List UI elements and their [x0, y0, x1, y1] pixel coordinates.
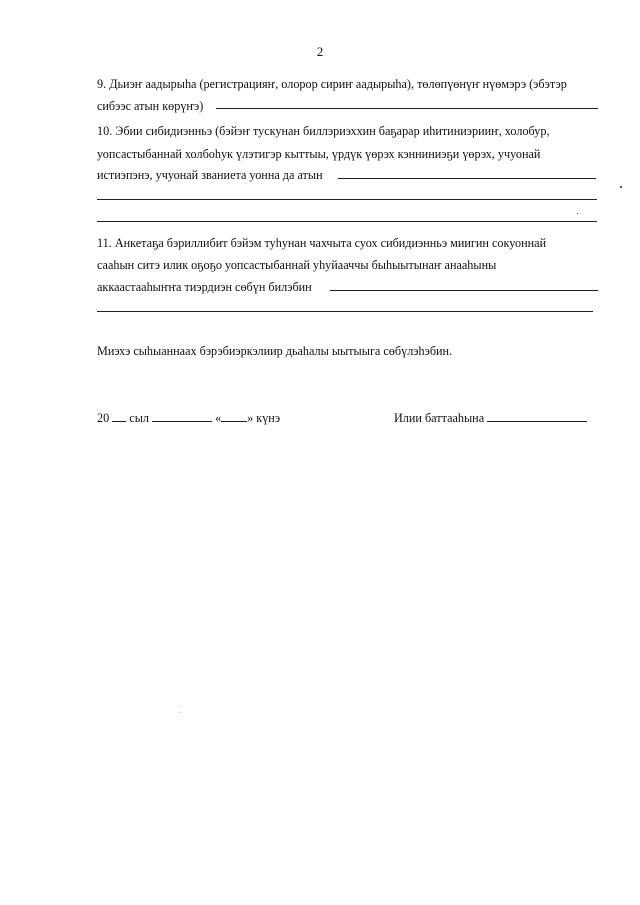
date-row [97, 407, 357, 429]
item-9-answer-line[interactable] [216, 108, 598, 109]
item-10-label: истиэпэнэ, учуонай званиета уонна да атын [97, 168, 323, 182]
scan-dot [620, 186, 622, 188]
item-11-answer-line-1[interactable] [330, 290, 598, 291]
item-10-answer-line-2[interactable] [97, 199, 597, 200]
item-10-answer-line-1[interactable] [338, 178, 596, 179]
item-10-answer-line-3[interactable] [97, 221, 597, 222]
scan-dot [180, 706, 181, 707]
item-9-line-1: 9. Дьиэҥ аадырыһа (регистрацияҥ, олорор сириҥ аадырыһа), төлөпүөнүҥ нүөмэрэ (эбэтэр [97, 77, 567, 91]
scan-dot [180, 712, 181, 713]
day-blank[interactable] [221, 411, 247, 422]
quote-close: » [247, 411, 254, 425]
signature-row [394, 407, 600, 429]
year-blank[interactable] [112, 411, 126, 422]
year-prefix: 20 [97, 411, 110, 425]
item-9-label: сибээс атын көрүҥэ) [97, 99, 204, 113]
quote-open: « [215, 411, 222, 425]
item-10-line-1: 10. Эбии сибидиэнньэ (бэйэҥ тускунан биллэриэххин баҕарар иһитиниэрииҥ, холобур, [97, 124, 550, 138]
page-number: 2 [316, 44, 324, 59]
day-word: күнэ [256, 411, 281, 425]
signature-blank[interactable] [487, 411, 587, 422]
item-11-line-1: 11. Анкетаҕа бэриллибит бэйэм туһунан чахчыта суох сибидиэнньэ миигин сокуоннай [97, 236, 547, 250]
item-10-line-3 [97, 164, 600, 186]
signature-label: Илии баттааһына [394, 411, 485, 425]
item-10-line-2: уопсастыбаннай холбоһук үлэтигэр кыттыы, үрдүк үөрэх кэнниниэҕи үөрэх, учуонай [97, 147, 541, 161]
year-word: сыл [129, 411, 149, 425]
item-11-line-2: сааһын ситэ илик оҕоҕо уопсастыбаннай уһуйааччы быһыытынаҥ анааһыны [97, 258, 497, 272]
item-11-answer-line-2[interactable] [97, 311, 593, 312]
item-11-line-3 [97, 276, 600, 298]
item-11-label: аккаастааһыҥҥа тиэрдиэн сөбүн билэбин [97, 280, 312, 294]
item-9-line-2 [97, 95, 600, 117]
consent-statement: Миэхэ сыһыаннаах бэрэбиэркэлиир дьаһалы ыытыыга сөбүлэһэбин. [97, 344, 453, 358]
month-blank[interactable] [152, 411, 212, 422]
scan-dot [577, 213, 578, 214]
